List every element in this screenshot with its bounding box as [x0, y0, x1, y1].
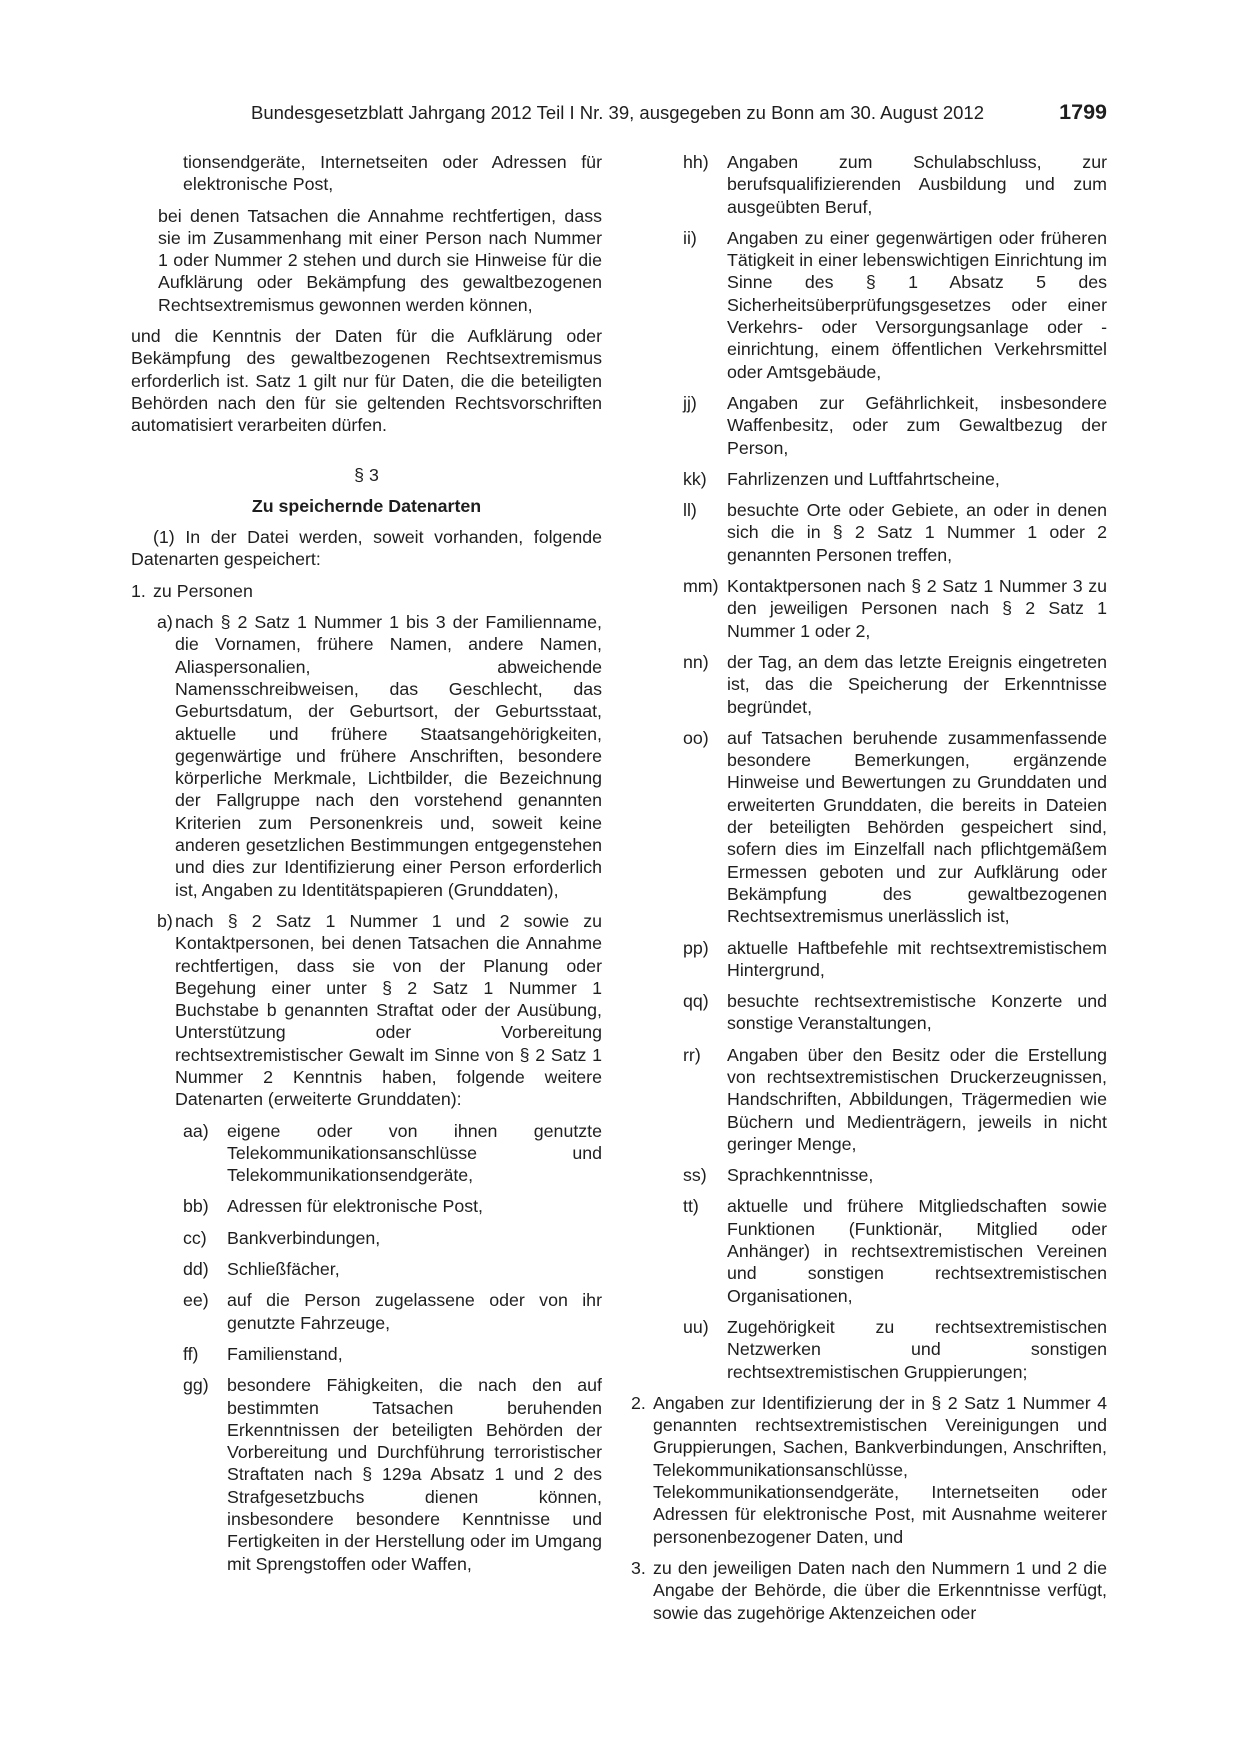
list-item-label: ll) [683, 500, 697, 521]
list-item [631, 651, 1107, 718]
list-item-text: Bankverbindungen, [227, 1227, 381, 1248]
list-item [131, 1343, 602, 1365]
list-item-label: nn) [683, 651, 709, 672]
list-item [631, 151, 1107, 218]
list-item-label: rr) [683, 1044, 701, 1065]
list-item [131, 910, 602, 1111]
list-item-text: Familienstand, [227, 1343, 343, 1364]
list-item-text: aktuelle Haftbefehle mit rechtsextremistischem Hintergrund, [727, 937, 1107, 980]
list-item-label: mm) [683, 576, 719, 597]
list-item [131, 580, 602, 602]
list-item-label: dd) [183, 1259, 209, 1280]
right-column [631, 151, 1107, 1624]
list-item [631, 468, 1107, 490]
list-item [631, 937, 1107, 982]
list-item-label: aa) [183, 1120, 209, 1141]
list-item-text: auf die Person zugelassene oder von ihr genutzte Fahrzeuge, [227, 1290, 602, 1333]
list-item-label: tt) [683, 1196, 699, 1217]
list-item-text: Kontaktpersonen nach § 2 Satz 1 Nummer 3 zu den jeweiligen Personen nach § 2 Satz 1 Nummer 1 oder 2, [727, 576, 1107, 641]
list-item-label: b) [157, 910, 173, 931]
list-item [631, 1195, 1107, 1306]
list-item-label: hh) [683, 152, 709, 172]
list-item-label: ii) [683, 227, 697, 248]
list-item-text: eigene oder von ihnen genutzte Telekommunikationsanschlüsse und Telekommunikationsendgeräte, [227, 1120, 602, 1186]
list-item-label: bb) [183, 1196, 209, 1217]
list-item-label: ee) [183, 1290, 209, 1311]
list-item [631, 499, 1107, 566]
list-item-text: Zugehörigkeit zu rechtsextremistischen Netzwerken und sonstigen rechtsextremistischen Gruppierungen; [727, 1316, 1107, 1382]
list-item-text: besuchte Orte oder Gebiete, an oder in denen sich die in § 2 Satz 1 Nummer 1 oder 2 genannten Personen treffen, [727, 500, 1107, 565]
section-number: § 3 [354, 464, 379, 485]
list-item-text: zu Personen [153, 580, 253, 601]
list-item-text: der Tag, an dem das letzte Ereignis eingetreten ist, das die Speicherung der Erkenntnisse begründet, [727, 651, 1107, 717]
list-item [631, 1557, 1107, 1624]
list-item [631, 227, 1107, 383]
list-item [631, 392, 1107, 459]
paragraph: bei denen Tatsachen die Annahme rechtfertigen, dass sie im Zusammenhang mit einer Person nach Nummer 1 oder Nummer 2 stehen und durch sie Hinweise für die Aufklärung oder Bekämpfung des gewaltbezogenen Rechtsextremismus gewonnen werden können, [158, 205, 602, 315]
paragraph: (1) In der Datei werden, soweit vorhanden, folgende Datenarten gespeichert: [131, 527, 602, 570]
list-item-text: aktuelle und frühere Mitgliedschaften sowie Funktionen (Funktionär, Mitglied oder Anhänger) in rechtsextremistischen Vereinen und sonstigen rechtsextremistischen Organisationen, [727, 1196, 1107, 1306]
page-header [131, 101, 1107, 131]
list-item-text: besondere Fähigkeiten, die nach den auf bestimmten Tatsachen beruhenden Erkenntnissen der beteiligten Behörden der Vorbereitung und Durchführung terroristischer Straftaten nach § 129a Absatz 1 und 2 des Strafgesetzbuchs dienen können, insbesondere besondere Kenntnisse und Fertigkeiten in der Herstellung oder im Umgang mit Sprengstoffen oder Waffen, [227, 1375, 602, 1574]
list-item-label: uu) [683, 1316, 709, 1337]
header-title: Bundesgesetzblatt Jahrgang 2012 Teil I Nr. 39, ausgegeben zu Bonn am 30. August 2012 [251, 102, 984, 123]
list-item-text: besuchte rechtsextremistische Konzerte und sonstige Veranstaltungen, [727, 991, 1107, 1034]
list-item [131, 1120, 602, 1187]
list-item-text: Schließfächer, [227, 1259, 340, 1280]
list-item-text: auf Tatsachen beruhende zusammenfassende besondere Bemerkungen, ergänzende Hinweise und Bewertungen zu Grunddaten und erweiterten Grunddaten, die bereits in Dateien der beteiligten Behörden gespeichert sind, sofern dies im Einzelfall nach pflichtgemäßem Ermessen geboten und zur Aufklärung oder Bekämpfung des gewaltbezogenen Rechtsextremismus unerlässlich ist, [727, 727, 1107, 927]
list-item-label: qq) [683, 991, 709, 1012]
list-item [631, 1392, 1107, 1548]
list-item [631, 990, 1107, 1035]
left-column [131, 151, 602, 1575]
list-item-label: pp) [683, 937, 709, 958]
list-item [631, 1164, 1107, 1186]
list-item-label: cc) [183, 1227, 207, 1248]
list-item-text: nach § 2 Satz 1 Nummer 1 bis 3 der Familienname, die Vornamen, frühere Namen, andere Namen, Aliaspersonalien, abweichende Namensschreibweisen, das Geschlecht, das Geburtsdatum, der Geburtsort, der Geburtsstaat, aktuelle und frühere Staatsangehörigkeiten, gegenwärtige und frühere Anschriften, besondere körperliche Merkmale, Lichtbilder, die Bezeichnung der Fallgruppe nach den vorstehend genannten Kriterien zum Personenkreis und, soweit keine anderen gesetzlichen Bestimmungen entgegenstehen und dies zur Identifizierung einer Person erforderlich ist, Angaben zu Identitätspapieren (Grunddaten), [175, 612, 602, 900]
list-item-label: oo) [683, 727, 709, 748]
list-item-text: Fahrlizenzen und Luftfahrtscheine, [727, 468, 1000, 489]
list-item [131, 1227, 602, 1249]
list-item-text: Angaben zu einer gegenwärtigen oder früheren Tätigkeit in einer lebenswichtigen Einrichtung im Sinne des § 1 Absatz 5 des Sicherheitsüberprüfungsgesetzes oder einer Verkehrs- oder Versorgungsanlage oder -einrichtung, einem öffentlichen Verkehrsmittel oder Amtsgebäude, [727, 227, 1107, 382]
list-item [131, 1374, 602, 1575]
list-item [631, 1316, 1107, 1383]
list-item-text: zu den jeweiligen Daten nach den Nummern 1 und 2 die Angabe der Behörde, die über die Erkenntnisse verfügt, sowie das zugehörige Aktenzeichen oder [653, 1557, 1107, 1623]
paragraph: tionsendgeräte, Internetseiten oder Adressen für elektronische Post, [183, 152, 602, 195]
list-item-text: Angaben zur Gefährlichkeit, insbesondere Waffenbesitz, oder zum Gewaltbezug der Person, [727, 392, 1107, 458]
list-item-label: 2. [631, 1392, 646, 1413]
list-item-text: Angaben zum Schulabschluss, zur berufsqualifizierenden Ausbildung und zum ausgeübten Beruf, [727, 152, 1107, 217]
list-item [131, 1258, 602, 1280]
list-item-label: ff) [183, 1343, 199, 1364]
list-item [131, 611, 602, 901]
list-item [631, 727, 1107, 928]
list-item-label: 3. [631, 1557, 646, 1578]
list-item-text: Angaben über den Besitz oder die Erstellung von rechtsextremistischen Druckerzeugnissen, Handschriften, Abbildungen, Trägermedien wie Büchern und Medienträgern, jeweils in nicht geringer Menge, [727, 1044, 1107, 1154]
list-item-text: Adressen für elektronische Post, [227, 1196, 483, 1217]
list-item [631, 1044, 1107, 1155]
list-item-text: nach § 2 Satz 1 Nummer 1 und 2 sowie zu Kontaktpersonen, bei denen Tatsachen die Annahme rechtfertigen, dass sie von der Planung oder Begehung einer unter § 2 Satz 1 Nummer 1 Buchstabe b genannten Straftat oder der Ausübung, Unterstützung oder Vorbereitung rechtsextremistischer Gewalt im Sinne von § 2 Satz 1 Nummer 2 Kenntnis haben, folgende weitere Datenarten (erweiterte Grunddaten): [175, 910, 602, 1110]
list-item-text: Sprachkenntnisse, [727, 1165, 874, 1186]
list-item-label: ss) [683, 1165, 707, 1186]
list-item-label: jj) [683, 392, 697, 413]
list-item [131, 1289, 602, 1334]
list-item [631, 575, 1107, 642]
list-item-label: gg) [183, 1375, 209, 1396]
page-number: 1799 [1059, 100, 1107, 124]
list-item-label: a) [157, 612, 173, 633]
list-item [131, 1195, 602, 1217]
list-item-label: 1. [131, 580, 146, 601]
list-item-label: kk) [683, 468, 707, 489]
paragraph: und die Kenntnis der Daten für die Aufklärung oder Bekämpfung des gewaltbezogenen Rechtsextremismus erforderlich ist. Satz 1 gilt nur für Daten, die die beteiligten Behörden nach den für sie geltenden Rechtsvorschriften automatisiert verarbeiten dürfen. [131, 326, 602, 436]
section-heading: Zu speichernde Datenarten [251, 495, 482, 516]
list-item-text: Angaben zur Identifizierung der in § 2 Satz 1 Nummer 4 genannten rechtsextremistischen Vereinigungen und Gruppierungen, Sachen, Bankverbindungen, Anschriften, Telekommunikationsanschlüsse, Telekommunikationsendgeräte, Internetseiten oder Adressen für elektronische Post, mit Ausnahme weiterer personenbezogener Daten, und [653, 1392, 1107, 1547]
